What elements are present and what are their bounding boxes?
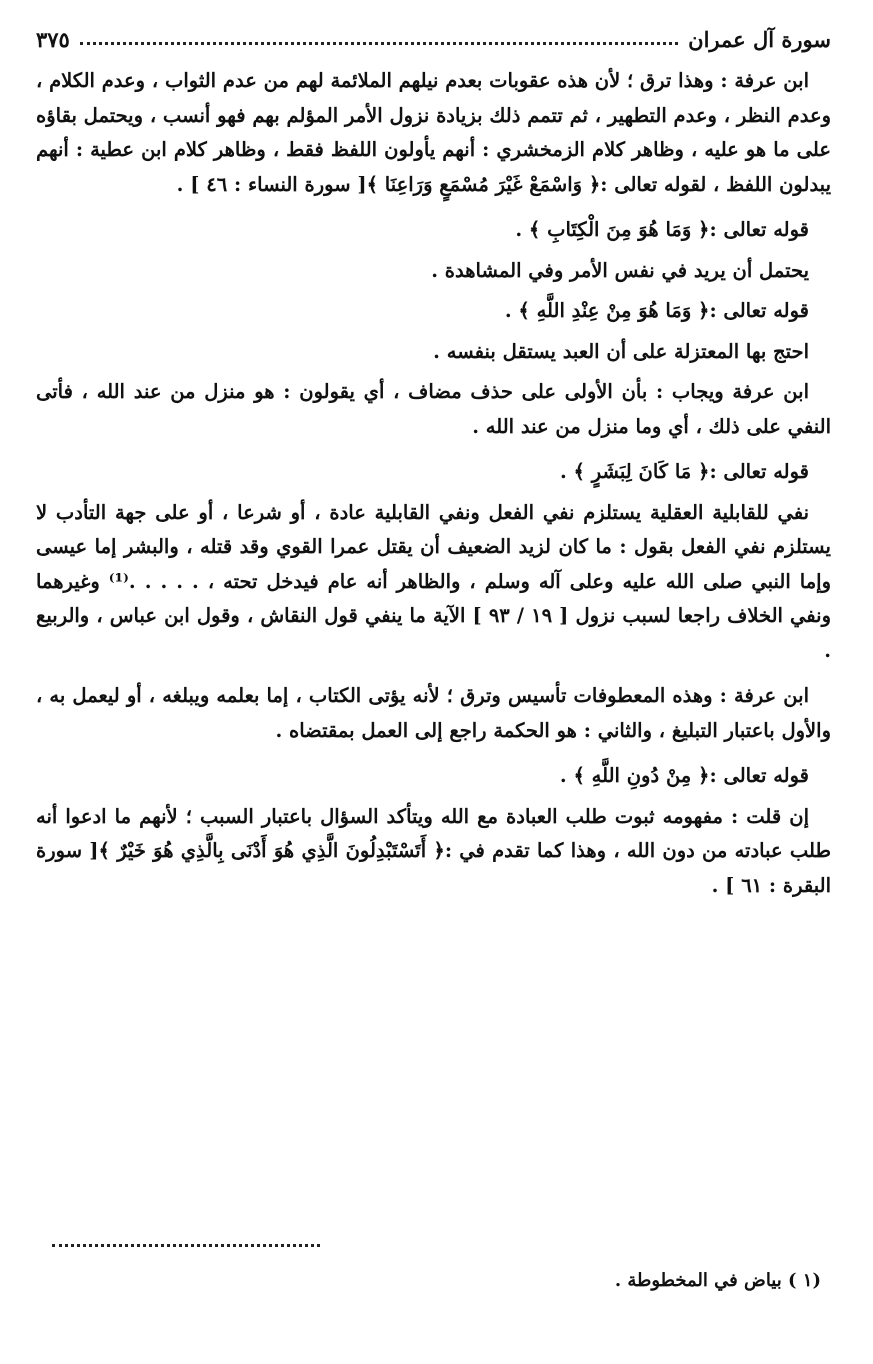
footnote-separator bbox=[52, 1244, 320, 1247]
page-header bbox=[36, 20, 831, 52]
page-body bbox=[36, 64, 831, 914]
verse-heading: قوله تعالى :﴿ وَمَا هُوَ مِنْ عِنْدِ اللَّهِ ﴾ . bbox=[504, 299, 809, 322]
page-number: ٣٧٥ bbox=[36, 27, 70, 52]
verse-heading: قوله تعالى :﴿ مَا كَانَ لِبَشَرٍ ﴾ . bbox=[559, 460, 809, 483]
paragraph: إن قلت : مفهومه ثبوت طلب العبادة مع الله ويتأكد السؤال باعتبار السبب ؛ لأنهم ما ادعوا أنه طلب عبادته من دون الله ، وهذا كما تقدم في :﴿ أَتَسْتَبْدِلُونَ الَّذِي هُوَ أَدْنَى بِالَّذِي هُوَ خَيْرٌ ﴾[ سورة البقرة : ٦١ ] . bbox=[36, 804, 831, 897]
footnote: (١ ) بياض في المخطوطة . bbox=[614, 1270, 821, 1291]
paragraph: نفي للقابلية العقلية يستلزم نفي الفعل ونفي القابلية عادة ، أو شرعا ، أو على جهة التأدب لا يستلزم نفي الفعل بقول : ما كان لزيد الضعيف أن يقتل عمرا القوي وقد قتله ، والبشر إما عيسى وإما النبي صلى الله عليه وعلى آله وسلم ، والظاهر أنه عام فيدخل تحته ، . . . . .⁽¹⁾ وغيرهما ونفي الخلاف راجعا لسبب نزول [ ١٩ / ٩٣ ] الآية ما ينفي قول النقاش ، وقول ابن عباس ، والربيع . bbox=[36, 500, 831, 662]
paragraph: ابن عرفة : وهذا ترق ؛ لأن هذه عقوبات بعدم نيلهم الملائمة لهم من عدم الثواب ، وعدم الكلام ، وعدم النظر ، وعدم التطهير ، ثم تتمم ذلك بزيادة نزول الأمر المؤلم بهم فهو أنسب ، ويحتمل بقاؤه على ما هو عليه ، وظاهر كلام الزمخشري : أنهم يأولون اللفظ فقط ، وظاهر كلام ابن عطية : أنهم يبدلون اللفظ ، لقوله تعالى :﴿ وَاسْمَعْ غَيْرَ مُسْمَعٍ وَرَاعِنَا ﴾[ سورة النساء : ٤٦ ] . bbox=[36, 69, 831, 196]
verse-heading: قوله تعالى :﴿ وَمَا هُوَ مِنَ الْكِتَابِ ﴾ . bbox=[515, 218, 809, 241]
paragraph: ابن عرفة ويجاب : بأن الأولى على حذف مضاف ، أي يقولون : هو منزل من عند الله ، فأتى النفي على ذلك ، أي وما منزل من عند الله . bbox=[36, 380, 831, 438]
paragraph: يحتمل أن يريد في نفس الأمر وفي المشاهدة . bbox=[431, 258, 809, 282]
paragraph: احتج بها المعتزلة على أن العبد يستقل بنفسه . bbox=[433, 339, 809, 363]
header-dotted-rule bbox=[80, 42, 678, 45]
verse-heading: قوله تعالى :﴿ مِنْ دُونِ اللَّهِ ﴾ . bbox=[559, 764, 809, 787]
surah-title: سورة آل عمران bbox=[688, 27, 831, 52]
paragraph: ابن عرفة : وهذه المعطوفات تأسيس وترق ؛ لأنه يؤتى الكتاب ، إما بعلمه ويبلغه ، أو ليعمل به ، والأول باعتبار التبليغ ، والثاني : هو الحكمة راجع إلى العمل بمقتضاه . bbox=[36, 684, 831, 742]
